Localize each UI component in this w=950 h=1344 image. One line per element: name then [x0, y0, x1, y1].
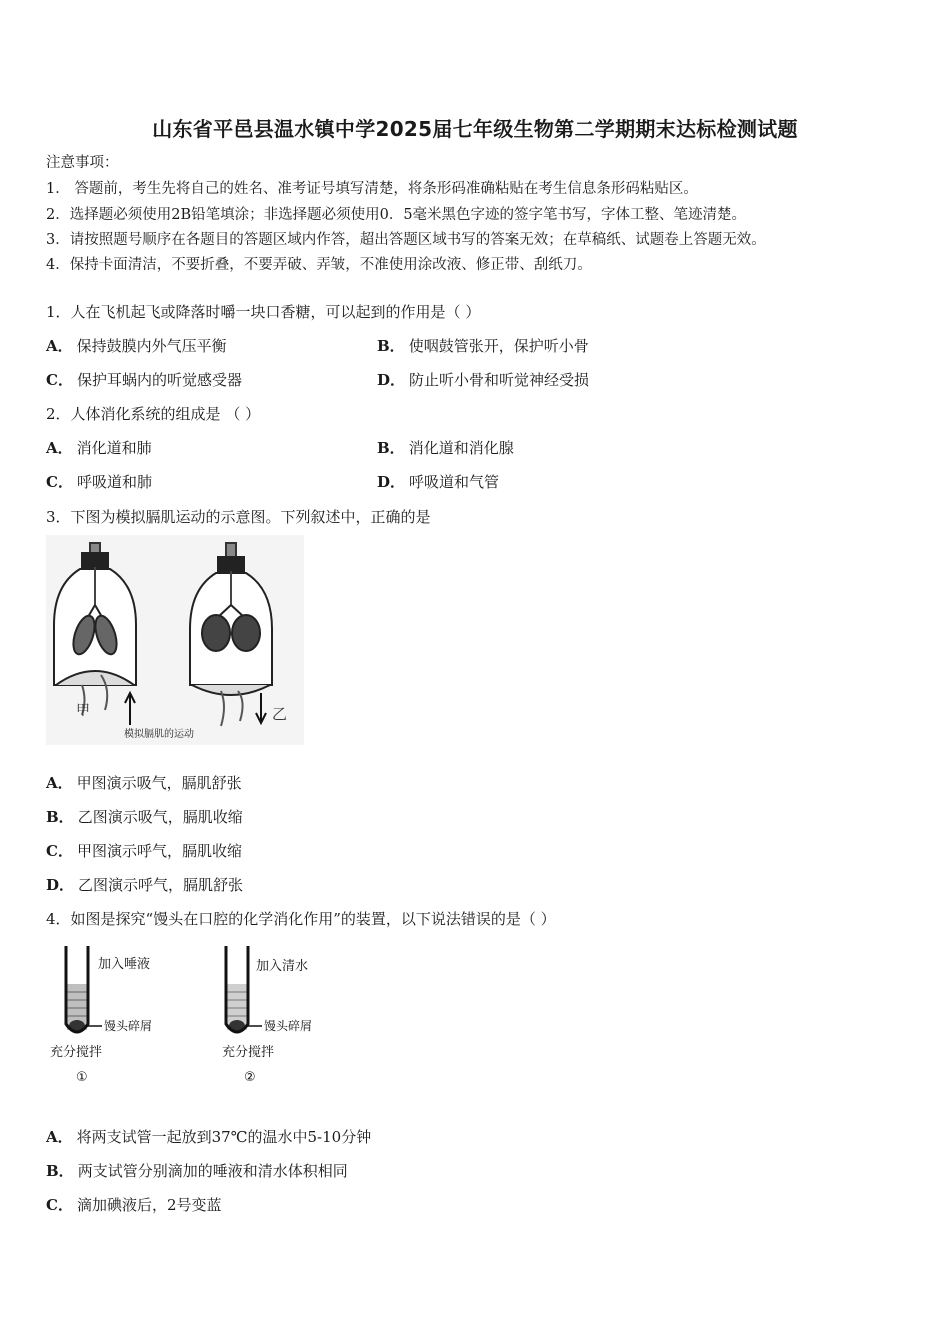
option-text: 甲图演示吸气，膈肌舒张: [76, 774, 242, 792]
option-text: 呼吸道和气管: [409, 473, 500, 491]
q1-option-b[interactable]: [377, 335, 589, 356]
option-letter: A．: [46, 774, 73, 792]
option-text: 防止听小骨和听觉神经受损: [409, 371, 590, 389]
option-text: 滴加碘液后，2号变蓝: [76, 1196, 222, 1214]
option-letter: C．: [46, 1196, 73, 1214]
q2-option-b[interactable]: [377, 437, 514, 458]
diaphragm-figure: [46, 535, 304, 745]
q4-option-b[interactable]: [46, 1160, 348, 1181]
q2-option-c[interactable]: [46, 471, 152, 492]
tube1-stir-label: 充分搅拌: [50, 1045, 103, 1060]
question-4-stem: 4．如图是探究“馒头在口腔的化学消化作用”的装置，以下说法错误的是（ ）: [46, 910, 556, 928]
tube1-add-label: 加入唾液: [98, 957, 151, 972]
notice-item: 2．选择题必须使用2B铅笔填涂；非选择题必须使用0．5毫米黑色字迹的签字笔书写，字体工整、笔迹清楚。: [46, 207, 747, 223]
tube2-crumbs-label: 馒头碎屑: [264, 1019, 313, 1033]
option-letter: D．: [46, 876, 75, 894]
option-letter: C．: [46, 371, 73, 389]
option-letter: A．: [46, 439, 73, 457]
option-letter: C．: [46, 473, 73, 491]
option-text: 呼吸道和肺: [76, 473, 152, 491]
q1-option-d[interactable]: [377, 369, 589, 390]
option-text: 两支试管分别滴加的唾液和清水体积相同: [77, 1162, 348, 1180]
tube1-number: ①: [76, 1070, 88, 1085]
option-text: 将两支试管一起放到37℃的温水中5-10分钟: [76, 1128, 372, 1146]
option-letter: B．: [46, 808, 74, 826]
option-letter: B．: [46, 1162, 74, 1180]
option-text: 保护耳蜗内的听觉感受器: [76, 371, 242, 389]
q2-option-a[interactable]: [46, 437, 152, 458]
notice-item: 1． 答题前，考生先将自己的姓名、准考证号填写清楚，将条形码准确粘贴在考生信息条形码粘贴区。: [46, 181, 698, 197]
option-text: 消化道和消化腺: [408, 439, 514, 457]
option-letter: D．: [377, 473, 406, 491]
option-text: 甲图演示呼气，膈肌收缩: [76, 842, 242, 860]
tube2-add-label: 加入清水: [256, 959, 309, 974]
tube2-number: ②: [244, 1070, 256, 1085]
option-text: 消化道和肺: [76, 439, 152, 457]
q4-option-a[interactable]: [46, 1126, 371, 1147]
q2-option-d[interactable]: [377, 471, 499, 492]
q3-option-b[interactable]: [46, 806, 243, 827]
option-text: 使咽鼓管张开，保护听小骨: [408, 337, 589, 355]
tube1-crumbs-label: 馒头碎屑: [104, 1019, 153, 1033]
option-letter: C．: [46, 842, 73, 860]
question-3-stem: 3．下图为模拟膈肌运动的示意图。下列叙述中，正确的是: [46, 508, 431, 526]
tube2-stir-label: 充分搅拌: [222, 1045, 275, 1060]
option-letter: A．: [46, 1128, 73, 1146]
test-tube-1: [66, 946, 102, 1032]
notice-heading: 注意事项：: [46, 155, 119, 171]
option-letter: B．: [377, 337, 405, 355]
option-text: 保持鼓膜内外气压平衡: [76, 337, 227, 355]
figure-caption: 模拟膈肌的运动: [124, 729, 194, 740]
q4-option-c[interactable]: [46, 1194, 222, 1215]
option-letter: B．: [377, 439, 405, 457]
notice-item: 3．请按照题号顺序在各题目的答题区域内作答，超出答题区域书写的答案无效；在草稿纸、试题卷上答题无效。: [46, 232, 766, 248]
label-jia: 甲: [76, 703, 90, 719]
option-letter: D．: [377, 371, 406, 389]
test-tube-figure: [46, 940, 346, 1090]
question-1-stem: 1．人在飞机起飞或降落时嚼一块口香糖，可以起到的作用是（ ）: [46, 303, 481, 321]
page-title: 山东省平邑县温水镇中学2025届七年级生物第二学期期末达标检测试题: [152, 117, 798, 141]
question-2-stem: 2．人体消化系统的组成是 （ ）: [46, 405, 261, 423]
q3-option-c[interactable]: [46, 840, 242, 861]
option-letter: A．: [46, 337, 73, 355]
label-yi: 乙: [272, 705, 288, 723]
q3-option-d[interactable]: [46, 874, 243, 895]
q1-option-c[interactable]: [46, 369, 242, 390]
option-text: 乙图演示呼气，膈肌舒张: [78, 876, 244, 894]
q3-option-a[interactable]: [46, 772, 242, 793]
option-text: 乙图演示吸气，膈肌收缩: [77, 808, 243, 826]
q1-option-a[interactable]: [46, 335, 227, 356]
notice-item: 4．保持卡面清洁，不要折叠，不要弄破、弄皱，不准使用涂改液、修正带、刮纸刀。: [46, 257, 592, 273]
